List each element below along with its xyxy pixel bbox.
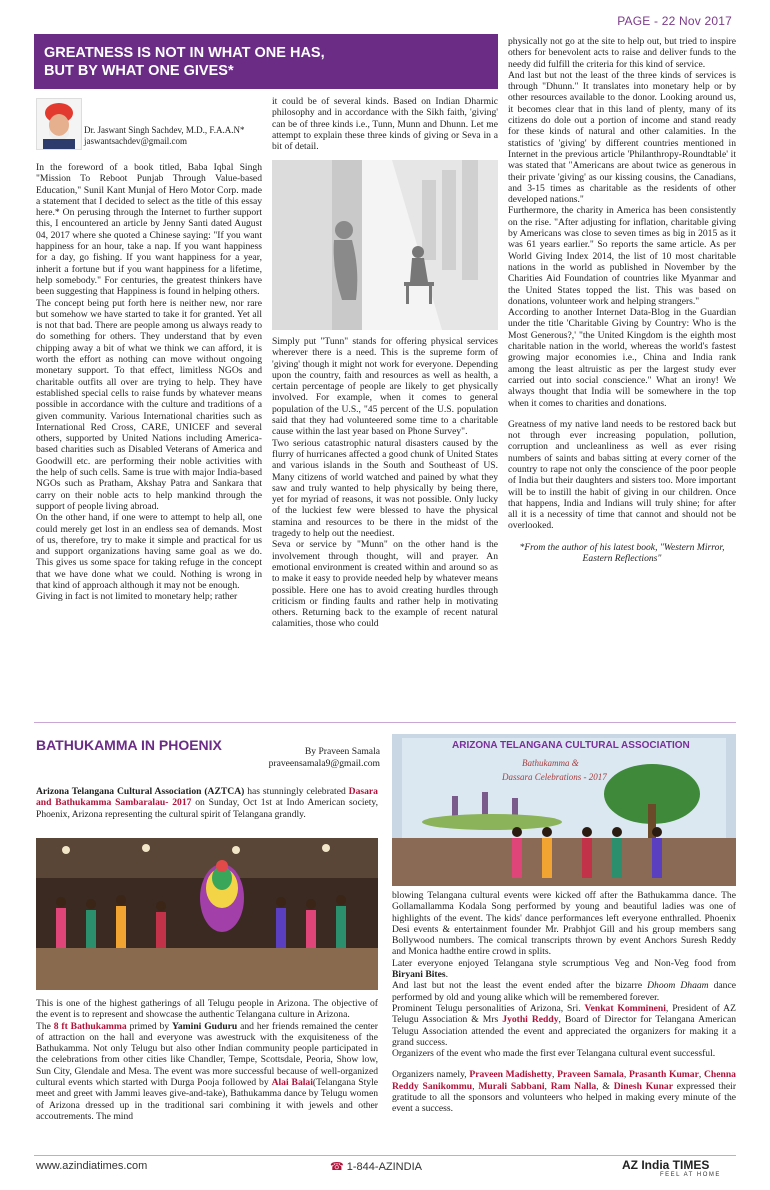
- org-name: Arizona Telangana Cultural Association (AZTCA): [36, 786, 245, 797]
- text-run: expressed their gratitude to all the sponsors and volunteers who helped in making every minute of the event a success.: [392, 1080, 737, 1115]
- highlight-jyothi: Jyothi Reddy: [502, 1014, 559, 1026]
- intro-text: has stunningly celebrated: [244, 786, 349, 797]
- text-run: Later everyone enjoyed Telangana style scrumptious Veg and Non-Veg food from: [392, 957, 736, 969]
- author-photo: [36, 98, 82, 150]
- highlight-yamini: Yamini Guduru: [172, 1020, 238, 1032]
- text-run: Prominent Telugu personalities of Arizona, Sri.: [392, 1002, 585, 1014]
- paragraph: physically not go at the site to help out, but tried to inspire others for benevolent acts to raise and deliver funds to the needy did fulfill the criteria for this kind of service.: [508, 36, 736, 70]
- highlight-bathukamma: 8 ft Bathukamma: [53, 1020, 127, 1032]
- article-title-line1: GREATNESS IS NOT IN WHAT ONE HAS,: [44, 45, 325, 61]
- paragraph: Giving in fact is not limited to monetary help; rather: [36, 591, 238, 603]
- article2-intro: [36, 786, 378, 820]
- text-run: And last but not the least the event ended after the bizarre: [392, 980, 648, 992]
- logo-tagline: FEEL AT HOME: [660, 1172, 721, 1178]
- text-run: Organizers namely,: [392, 1069, 470, 1081]
- article2-right-column: [392, 890, 736, 1115]
- article2-left-column: [36, 998, 378, 1122]
- paragraph: [392, 958, 736, 981]
- paragraph: it could be of several kinds. Based on Indian Dharmic philosophy and in accordance with the Sikh faith, 'giving' can be of three kinds i.e., Tunn, Munn and Dhunn. Let me attempt to explain these three kinds of giving or Seva in a bit of detail.: [272, 96, 498, 153]
- azindia-times-logo: AZ India TIMES: [622, 1158, 710, 1172]
- paragraph: Seva or service by "Munn" on the other hand is the involvement through thought, will and prayer. An emotional environment is created within and around so as to make it easy to provide needed help by whatever means possible. Here one has to avoid creating hurdles through criticism or finding faults and rather help in motivating others. Returning back to the example of recent natural calamities, those who could: [272, 539, 498, 630]
- paragraph: And last but not the least of the three kinds of services is through "Dhunn." It translates into monetary help or by other resources available to the donor. Looking around us, it becomes clear that in this land of plenty, many of its citizens do dole out a portion of income and stand ready for these kinds of natural and other calamities. In the statistics of 'giving' by different countries mentioned in Internet in the previous article 'Philanthropy-Roundtable' it was stated that "Americans are about twice as generous in their private 'giving' as our kissing cousins, the Canadians, and 3-15 times as charitable as the residents of other developed nations.": [508, 69, 736, 206]
- illustration-sad-figures: [272, 160, 498, 330]
- article1-column2-top: [272, 96, 498, 152]
- organizer-name: Ram Nalla: [550, 1080, 597, 1092]
- organizer-name: Chenna Reddy Sanikommu: [392, 1069, 736, 1092]
- intro-text: on Sunday, Oct 1st at Indo American society, Phoenix, Arizona representing the cultural spirit of Telangana grandly.: [36, 797, 378, 820]
- text-run: (Telangana Style meet and greet with Jammi leaves give-and-take), Bathukamma dance by Telugu women of Arizona dressed up in the traditional sari combining it with jewels and other accoutrements. The mind: [36, 1077, 379, 1122]
- footer-phone: [330, 1160, 422, 1173]
- banner-subtitle-1: Bathukamma &: [522, 758, 579, 768]
- organizer-name: Praveen Samala: [557, 1069, 624, 1081]
- highlight-biryani-bites: Biryani Bites: [392, 969, 446, 981]
- paragraph: Greatness of my native land needs to be restored back but not through ever increasing population, pollution, corruption and uncleanliness as well as ever rising numbers of saints and babas sitting at every corner of the country to rape not only the conscience of the poor people of India but their daughters and sisters too. More important will be to instill the habit of giving in our children. Once that happens, India and Indians will truly shine; for after all it is a necessity of time that cannot and should not be overlooked.: [508, 418, 736, 532]
- author-email: jaswantsachdev@gmail.com: [84, 136, 188, 146]
- paragraph: [36, 1021, 378, 1123]
- paragraph: This is one of the highest gatherings of all Telugu people in Arizona. The objective of the event is to represent and showcase the authentic Telangana culture in Arizona.: [36, 998, 378, 1021]
- banner-subtitle-2: Dassara Celebrations - 2017: [502, 772, 607, 782]
- paragraph: In the foreword of a book titled, Baba Iqbal Singh "Mission To Reboot Punjab Through Value-based Education," Sunil Kant Munjal of Hero Motor Corp. made a statement that I decided to select as the title of this essay here.* On perusing through the Internet to further support this, I encountered an article by Jenny Santi dated August 04, 2017 where she quoted a Chinese saying: "If you want happiness for an hour, take a nap. If you want happiness for a day, go fishing. If you want happiness for a year, inherit a fortune but if you want happiness for a lifetime, help somebody." For centuries, the greatest thinkers have been suggesting that Happiness is found in helping others.: [36, 162, 262, 298]
- paragraph: On the other hand, if one were to attempt to help all, one could merely get lost in an endless sea of demands. Most of us, therefore, try to make it simple and practical for us and support organizations having same goal as we do. This gives us some space for taking refuge in the concept that we have done what we could. Nothing is wrong in that kind of approach although it may not be enough.: [36, 512, 262, 591]
- paragraph: According to another Internet Data-Blog in the Guardian under the title 'Charitable Giving by Country: Who is the Most Generous?,' "the United Kingdom is the eighth most charitable nation in the world, whereas the world's fastest growing major economies i.e., China and India rank among the least altruistic as per the largest study ever carried out into social conscience." What an irony! We always thought that India will be somewhere in the top when it comes to charities and donations.: [508, 307, 736, 409]
- text-run: , President of AZ Telugu Association & Mrs: [392, 1002, 736, 1026]
- book-footnote: *From the author of his latest book, "Western Mirror, Eastern Reflections": [519, 541, 725, 565]
- footer-website-link[interactable]: www.azindiatimes.com: [36, 1160, 148, 1172]
- text-run: The: [36, 1020, 54, 1032]
- article1-column3: [508, 36, 736, 564]
- paragraph: Two serious catastrophic natural disasters caused by the flurry of hurricanes affected a good chunk of United States and various islands in the South and Southeast of US. Many citizens of world watched and pained by what they saw and truly wanted to help physically by being there, yet for myriad of reasons, it was not possible. Only lucky of the luckiest few were blessed to have the physical stamina and resources to be there in the midst of the tragedy to help out the neediest.: [272, 437, 498, 540]
- paragraph: The concept being put forth here is neither new, nor rare but somehow we have started to take it for granted. Yet all is not that bad. There are people among us always ready to do something for others. They understand that by even chipping away a bit of what we think we can afford, it is worth the effort as nothing can move without ongoing monetary support. To that effect, limitless NGOs and charitable outfits all over are trying to help. They have established special cells to raise funds by whatever means possible in accordance with the culture and traditions of a given community. Various International charities such as International Red Cross, CARE, UNICEF and several others, supported by United Nations including America-based charities such as Disabled Veterans of America and Goodwill etc. are performing their noble activities with the help of such cells. Same is true with major India-based NGOs such as Pratham, Akshay Patra and Sankara that carry on their noble acts to help mankind through the support of people living abroad.: [36, 297, 262, 512]
- paragraph: blowing Telangana cultural events were kicked off after the Bathukamma dance. The Gollamallamma Kodala Song performed by young and beautiful ladies was one of highlights of the event. The kids' dance performances left everyone enthralled. Phoenix Desi events & entertainment founder Mr. Prabhjot Gill and his group members sang Bollywood numbers. The comical transcripts thrown by event Anchors Suresh Reddy and Monica hadthe entire crowd in splits.: [392, 890, 736, 958]
- organizer-name: Praveen Madishetty: [469, 1069, 553, 1081]
- author-name: Dr. Jaswant Singh Sachdev, M.D., F.A.A.N*: [84, 125, 245, 135]
- page-date-header: PAGE - 22 Nov 2017: [617, 14, 732, 28]
- highlight-alai-balai: Alai Balai: [271, 1077, 313, 1089]
- paragraph: [392, 980, 736, 1003]
- organizers-paragraph: Organizers namely, Praveen Madishetty, Praveen Samala, Prasanth Kumar, Chenna Reddy Sanikommu, Murali Sabbani, Ram Nalla, & Dinesh Kunar expressed their gratitude to all the sponsors and volunteers who helped in making every minute of the event a success.: [392, 1069, 737, 1115]
- footer-divider: [34, 1155, 736, 1156]
- highlight-dhoom-dhaam: Dhoom Dhaam: [647, 980, 709, 992]
- article-title-line2: BUT BY WHAT ONE GIVES*: [44, 63, 234, 79]
- highlight-venkat: Venkat Kommineni: [584, 1002, 666, 1014]
- paragraph: Simply put "Tunn" stands for offering physical services wherever there is a need. This is the supreme form of 'giving' though it might not work for everyone. Depending upon the country, faith and resources as well as health, a certain percentage of people are likely to get physically involved. For example, when it comes to general population of the U.S., "45 percent of the U.S. population said that they had volunteered some time to a charitable cause within the last year based on Phone Survey".: [272, 336, 498, 438]
- article2-title: BATHUKAMMA IN PHOENIX: [36, 737, 222, 753]
- author-byline: [84, 125, 244, 147]
- organizer-name: Murali Sabbani: [478, 1080, 545, 1092]
- byline-name: By Praveen Samala: [304, 746, 380, 757]
- paragraph: [392, 1003, 736, 1048]
- text-run: .: [445, 969, 448, 981]
- text-run: dance performed by old and young alike which will be remembered forever.: [392, 980, 736, 1003]
- photo-bathukamma-dance: [36, 838, 378, 990]
- photo-celebration-banner: [392, 734, 736, 886]
- phone-number: 1-844-AZINDIA: [346, 1161, 422, 1173]
- banner-title: ARIZONA TELANGANA CULTURAL ASSOCIATION: [452, 740, 690, 751]
- section-divider: [34, 722, 736, 723]
- text-run: primed by: [126, 1020, 173, 1032]
- organizer-name: Dinesh Kunar: [613, 1080, 673, 1092]
- byline-email: praveensamala9@gmail.com: [268, 758, 380, 769]
- event-name: Dasara and Bathukamma Sambaralau- 2017: [36, 786, 378, 809]
- article1-column1: [36, 162, 262, 603]
- article2-byline: [260, 746, 380, 770]
- article1-column2: [272, 336, 498, 630]
- text-run: , Board of Director for Telangana American Telugu Association attended the event and appreciated the organizers for making it a grand success.: [392, 1014, 737, 1048]
- paragraph: Furthermore, the charity in America has been consistently on the rise. "After adjusting for inflation, charitable giving by Americans was close to seven times as big in 2015 as it was 61 years earlier." So reports the same article. As per World Giving Index 2014, the list of 10 most charitable nations in the world as published in November by the Charities Aid Foundation of countries like Myanmar and the United States topped the list. This was based on donations, volunteer work and helping strangers.": [508, 205, 736, 307]
- organizer-name: Prasanth Kumar: [628, 1069, 699, 1081]
- text-run: and her friends remained the center of attraction on the hall and everyone was awestruck with the exquisiteness of the Bathukamma. Not only Telugu but also other Indian community people participated in the celebrations from other cities like Chandler, Tempe, Scottsdale, Peoria, Show low, Sun City, Glendale and Mesa. The event was more successful because of well-organized cultural events which started with Durga Pooja followed by: [36, 1020, 378, 1089]
- paragraph: Organizers of the event who made the first ever Telangana cultural event successful.: [392, 1048, 716, 1060]
- article-title-box: [34, 34, 498, 89]
- phone-icon: ☎: [330, 1161, 344, 1173]
